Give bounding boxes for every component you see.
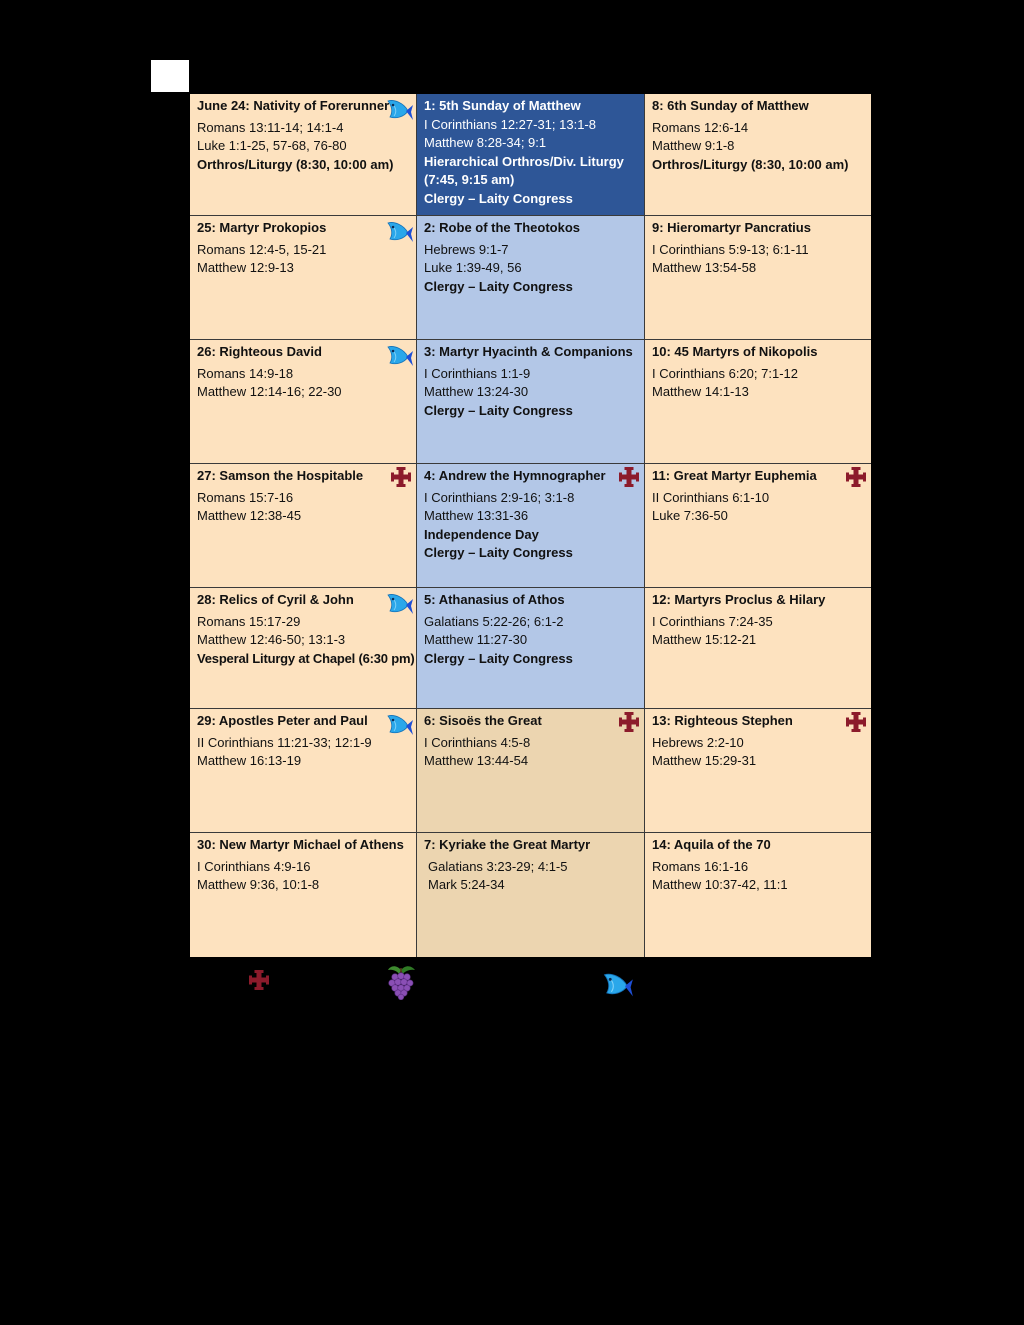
service-note: (7:45, 9:15 am) — [424, 172, 515, 187]
reading: Matthew 8:28-34; 9:1 — [424, 135, 547, 150]
calendar-cell-jul14[interactable] — [645, 833, 871, 957]
reading: Galatians 3:23-29; 4:1-5 — [428, 858, 568, 874]
cell-title: 9: Hieromartyr Pancratius — [652, 220, 811, 235]
reading: I Corinthians 4:5-8 — [424, 734, 531, 750]
reading: Hebrews 9:1-7 — [424, 241, 509, 257]
cell-title: 4: Andrew the Hymnographer — [424, 468, 606, 483]
reading: I Corinthians 4:9-16 — [197, 858, 311, 874]
calendar-cell-jul6[interactable] — [417, 709, 645, 833]
reading: Romans 13:11-14; 14:1-4 — [197, 119, 344, 135]
cell-title: 14: Aquila of the 70 — [652, 837, 771, 852]
cross-icon — [248, 969, 270, 991]
reading: I Corinthians 1:1-9 — [424, 365, 531, 381]
calendar-cell-jul10[interactable] — [645, 340, 871, 464]
cell-title: 3: Martyr Hyacinth & Companions — [424, 344, 633, 359]
reading: Matthew 14:1-13 — [652, 384, 749, 399]
cell-title: 25: Martyr Prokopios — [197, 220, 327, 235]
calendar-cell-jul4[interactable] — [417, 464, 645, 588]
calendar-cell-jun29[interactable] — [190, 709, 417, 833]
calendar-cell-jul5[interactable] — [417, 588, 645, 709]
service-note: Orthros/Liturgy (8:30, 10:00 am) — [652, 156, 849, 172]
calendar-cell-jun28[interactable] — [190, 588, 417, 709]
calendar-cell-jul3[interactable] — [417, 340, 645, 464]
reading: Matthew 12:38-45 — [197, 508, 302, 523]
fish-icon — [384, 217, 414, 247]
reading: Romans 12:6-14 — [652, 119, 749, 135]
cross-icon — [618, 711, 640, 733]
reading: Matthew 11:27-30 — [424, 632, 528, 647]
service-note: Clergy – Laity Congress — [424, 402, 573, 418]
reading: II Corinthians 6:1-10 — [652, 489, 770, 505]
reading: I Corinthians 12:27-31; 13:1-8 — [424, 116, 596, 132]
cell-title: 27: Samson the Hospitable — [197, 468, 364, 483]
reading: Matthew 12:14-16; 22-30 — [197, 384, 342, 399]
reading: Matthew 13:44-54 — [424, 753, 529, 768]
cross-icon — [618, 466, 640, 488]
cell-title: 11: Great Martyr Euphemia — [652, 468, 817, 483]
calendar-cell-jul12[interactable] — [645, 588, 871, 709]
cell-title: 5: Athanasius of Athos — [424, 592, 565, 607]
cell-title: 29: Apostles Peter and Paul — [197, 713, 368, 728]
reading: Luke 1:1-25, 57-68, 76-80 — [197, 138, 347, 153]
calendar-cell-jun25[interactable] — [190, 216, 417, 340]
fish-icon — [600, 968, 634, 1002]
reading: Matthew 13:54-58 — [652, 260, 757, 275]
service-note: Independence Day — [424, 526, 539, 542]
fish-icon — [384, 341, 414, 371]
reading: I Corinthians 6:20; 7:1-12 — [652, 365, 798, 381]
fish-icon — [384, 710, 414, 740]
cell-title: 8: 6th Sunday of Matthew — [652, 98, 809, 113]
cell-title: 7: Kyriake the Great Martyr — [424, 837, 591, 852]
reading: I Corinthians 7:24-35 — [652, 613, 773, 629]
reading: Galatians 5:22-26; 6:1-2 — [424, 613, 564, 629]
cell-title: 1: 5th Sunday of Matthew — [424, 98, 581, 113]
calendar-cell-jun30[interactable] — [190, 833, 417, 957]
calendar-cell-jul1[interactable] — [417, 94, 645, 216]
reading: Matthew 13:31-36 — [424, 508, 529, 523]
cross-icon — [845, 466, 867, 488]
service-note: Clergy – Laity Congress — [424, 650, 573, 666]
reading: Hebrews 2:2-10 — [652, 734, 744, 750]
reading: Matthew 13:24-30 — [424, 384, 529, 399]
service-note: Clergy – Laity Congress — [424, 545, 573, 560]
service-note: Clergy – Laity Congress — [424, 278, 573, 294]
calendar-cell-jun24[interactable] — [190, 94, 417, 216]
reading: Matthew 15:29-31 — [652, 753, 757, 768]
reading: Luke 1:39-49, 56 — [424, 260, 522, 275]
reading: Romans 15:17-29 — [197, 613, 301, 629]
cell-title: 28: Relics of Cyril & John — [197, 592, 354, 607]
calendar-cell-jul2[interactable] — [417, 216, 645, 340]
fish-icon — [384, 95, 414, 125]
calendar-cell-jul7[interactable] — [417, 833, 645, 957]
service-note: Hierarchical Orthros/Div. Liturgy — [424, 153, 624, 169]
reading: Matthew 12:46-50; 13:1-3 — [197, 632, 346, 647]
reading: Romans 15:7-16 — [197, 489, 294, 505]
calendar-cell-jun26[interactable] — [190, 340, 417, 464]
reading: Matthew 9:1-8 — [652, 138, 735, 153]
cell-title: 2: Robe of the Theotokos — [424, 220, 580, 235]
reading: Romans 14:9-18 — [197, 365, 294, 381]
cell-title: 12: Martyrs Proclus & Hilary — [652, 592, 826, 607]
calendar-cell-jul9[interactable] — [645, 216, 871, 340]
reading: I Corinthians 5:9-13; 6:1-11 — [652, 241, 809, 257]
reading: Matthew 9:36, 10:1-8 — [197, 877, 320, 892]
reading: Mark 5:24-34 — [428, 877, 505, 892]
calendar-cell-jul13[interactable] — [645, 709, 871, 833]
service-note: Vesperal Liturgy at Chapel (6:30 pm) — [197, 650, 415, 666]
reading: Romans 16:1-16 — [652, 858, 749, 874]
reading: Matthew 12:9-13 — [197, 260, 294, 275]
grapes-icon — [384, 964, 418, 1000]
cross-icon — [390, 466, 412, 488]
cell-title: 10: 45 Martyrs of Nikopolis — [652, 344, 818, 359]
reading: Romans 12:4-5, 15-21 — [197, 241, 327, 257]
service-note: Orthros/Liturgy (8:30, 10:00 am) — [197, 156, 394, 172]
reading: Matthew 10:37-42, 11:1 — [652, 877, 788, 892]
reading: Luke 7:36-50 — [652, 508, 728, 523]
reading: II Corinthians 11:21-33; 12:1-9 — [197, 734, 372, 750]
cell-title: 26: Righteous David — [197, 344, 322, 359]
calendar-cell-jul11[interactable] — [645, 464, 871, 588]
cell-title: 6: Sisoës the Great — [424, 713, 542, 728]
calendar-cell-jun27[interactable] — [190, 464, 417, 588]
cell-title: 13: Righteous Stephen — [652, 713, 793, 728]
reading: Matthew 15:12-21 — [652, 632, 757, 647]
cross-icon — [845, 711, 867, 733]
cell-title: 30: New Martyr Michael of Athens — [197, 837, 404, 852]
calendar-grid — [190, 94, 871, 957]
cell-title: June 24: Nativity of Forerunner — [197, 98, 390, 113]
reading: I Corinthians 2:9-16; 3:1-8 — [424, 489, 575, 505]
fish-icon — [384, 589, 414, 619]
reading: Matthew 16:13-19 — [197, 753, 302, 768]
calendar-cell-jul8[interactable] — [645, 94, 871, 216]
page-number-box — [151, 60, 189, 92]
service-note: Clergy – Laity Congress — [424, 190, 573, 206]
